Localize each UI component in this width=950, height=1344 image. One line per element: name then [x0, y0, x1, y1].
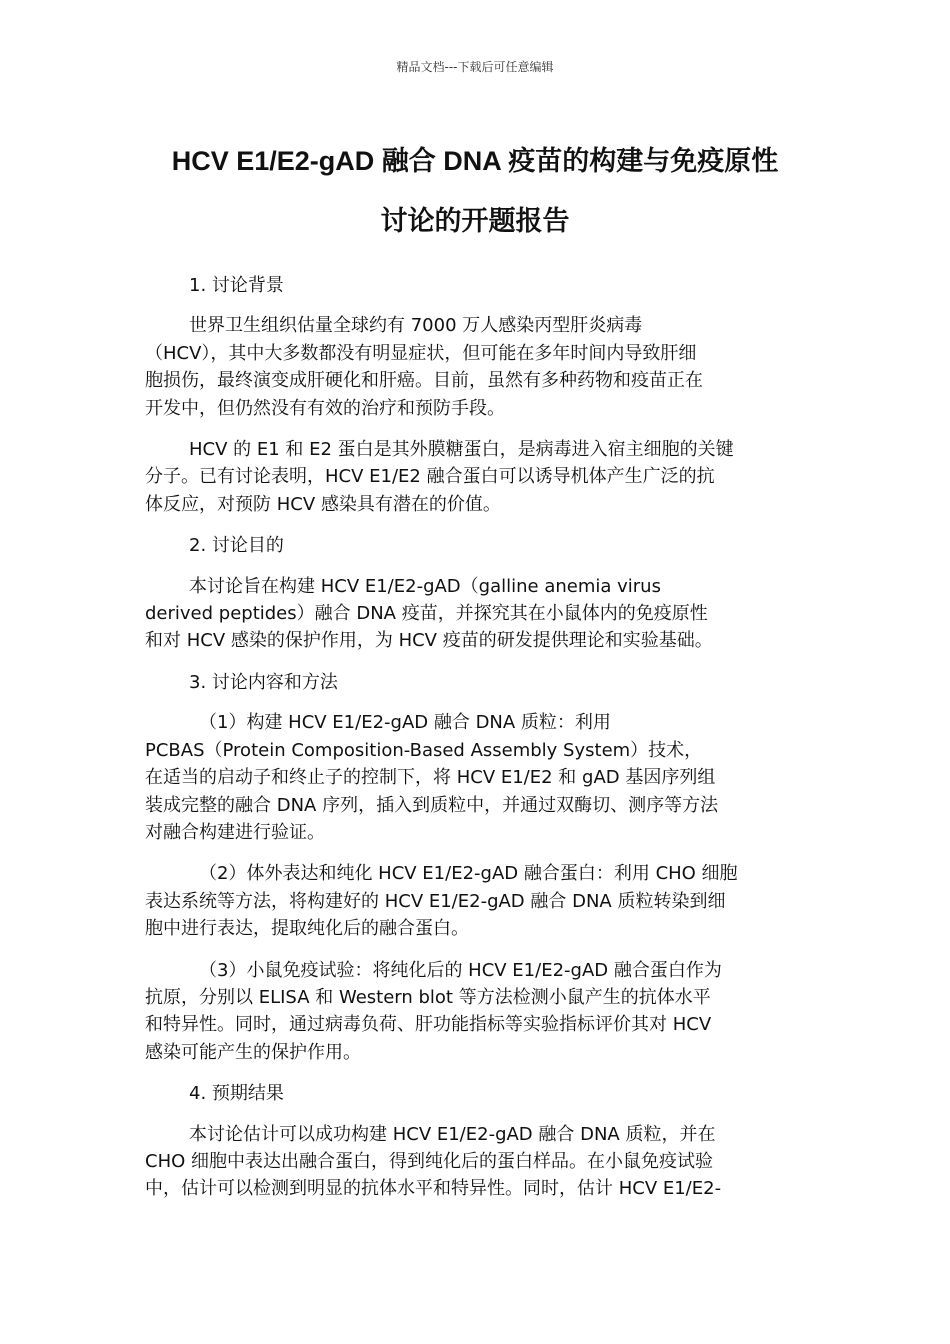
- document-title-line-2: 讨论的开题报告: [380, 206, 570, 236]
- text-line: 开发中，但仍然没有有效的治疗和预防手段。: [145, 397, 505, 419]
- text-line: 装成完整的融合 DNA 序列，插入到质粒中，并通过双酶切、测序等方法: [145, 794, 719, 816]
- background-paragraph-1: [145, 312, 810, 422]
- text-line: （3）小鼠免疫试验：将纯化后的 HCV E1/E2-gAD 融合蛋白作为: [199, 959, 722, 981]
- text-line: 分子。已有讨论表明，HCV E1/E2 融合蛋白可以诱导机体产生广泛的抗: [145, 466, 715, 488]
- text-line: 本讨论估计可以成功构建 HCV E1/E2-gAD 融合 DNA 质粒，并在: [189, 1123, 716, 1145]
- text-line: 表达系统等方法，将构建好的 HCV E1/E2-gAD 融合 DNA 质粒转染到细: [145, 890, 726, 912]
- text-line: 中，估计可以检测到明显的抗体水平和特异性。同时，估计 HCV E1/E2-: [145, 1178, 722, 1200]
- section-heading-expected-results: 4. 预期结果: [189, 1083, 284, 1105]
- expected-results-paragraph: [145, 1121, 810, 1203]
- text-line: 和特异性。同时，通过病毒负荷、肝功能指标等实验指标评价其对 HCV: [145, 1014, 712, 1036]
- methods-item-2: [145, 860, 810, 942]
- text-line: 感染可能产生的保护作用。: [145, 1041, 361, 1063]
- text-line: 世界卫生组织估量全球约有 7000 万人感染丙型肝炎病毒: [189, 315, 643, 337]
- section-heading-purpose: 2. 讨论目的: [189, 535, 284, 557]
- text-line: （HCV），其中大多数都没有明显症状，但可能在多年时间内导致肝细: [145, 342, 697, 364]
- page-header-note: 精品文档---下载后可任意编辑: [396, 60, 554, 74]
- text-line: derived peptides）融合 DNA 疫苗，并探究其在小鼠体内的免疫原性: [145, 603, 708, 625]
- text-line: 对融合构建进行验证。: [145, 821, 325, 843]
- document-body: [145, 272, 810, 1217]
- section-heading-background: 1. 讨论背景: [189, 275, 284, 296]
- text-line: CHO 细胞中表达出融合蛋白，得到纯化后的蛋白样品。在小鼠免疫试验: [145, 1150, 713, 1172]
- text-line: PCBAS（Protein Composition-Based Assembly System）技术，: [145, 739, 703, 761]
- text-line: 胞中进行表达，提取纯化后的融合蛋白。: [145, 918, 469, 940]
- document-title-line-1: HCV E1/E2-gAD 融合 DNA 疫苗的构建与免疫原性: [171, 146, 779, 176]
- text-line: 本讨论旨在构建 HCV E1/E2-gAD（galline anemia virus: [189, 575, 661, 597]
- section-heading-methods: 3. 讨论内容和方法: [189, 671, 338, 693]
- purpose-paragraph: [145, 573, 810, 655]
- text-line: 和对 HCV 感染的保护作用，为 HCV 疫苗的研发提供理论和实验基础。: [145, 630, 713, 652]
- text-line: （1）构建 HCV E1/E2-gAD 融合 DNA 质粒：利用: [199, 712, 611, 734]
- text-line: 体反应，对预防 HCV 感染具有潜在的价值。: [145, 493, 501, 515]
- methods-item-3: [145, 957, 810, 1067]
- text-line: 抗原，分别以 ELISA 和 Western blot 等方法检测小鼠产生的抗体水平: [145, 986, 711, 1008]
- text-line: 胞损伤，最终演变成肝硬化和肝癌。目前，虽然有多种药物和疫苗正在: [145, 370, 703, 392]
- text-line: （2）体外表达和纯化 HCV E1/E2-gAD 融合蛋白：利用 CHO 细胞: [199, 863, 738, 885]
- background-paragraph-2: [145, 436, 810, 518]
- text-line: 在适当的启动子和终止子的控制下，将 HCV E1/E2 和 gAD 基因序列组: [145, 767, 716, 789]
- methods-item-1: [145, 709, 810, 846]
- text-line: HCV 的 E1 和 E2 蛋白是其外膜糖蛋白，是病毒进入宿主细胞的关键: [189, 439, 734, 461]
